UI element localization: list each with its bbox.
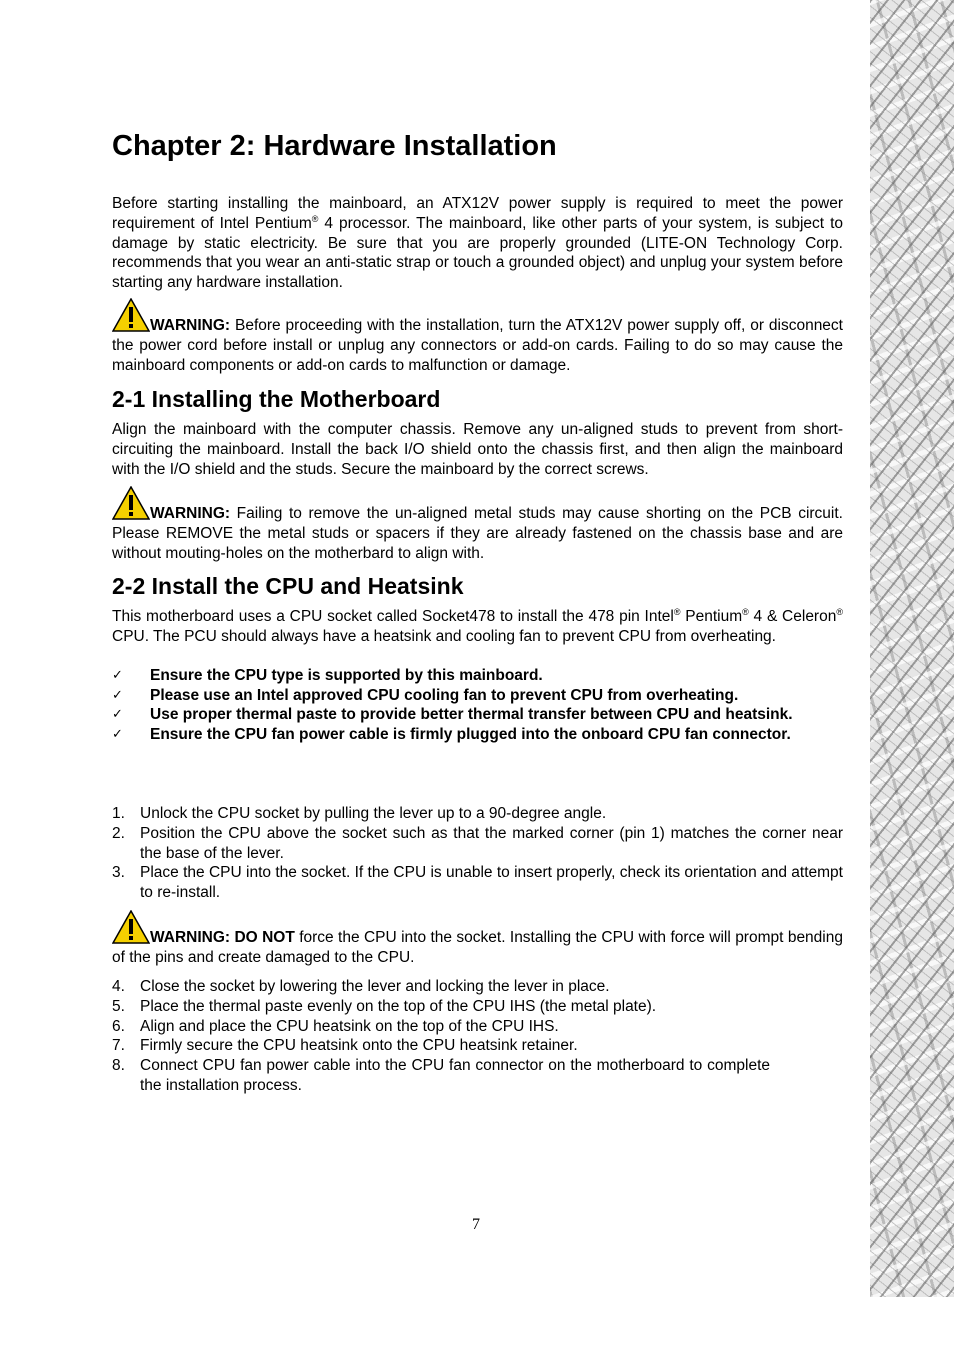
install-steps-4-8 — [112, 977, 843, 1096]
step-item: 1. Unlock the CPU socket by pulling the lever up to a 90-degree angle. — [112, 805, 607, 822]
checklist-item: ✓ Ensure the CPU type is supported by this mainboard. — [112, 667, 543, 684]
section-title-install-motherboard: 2-1 Installing the Motherboard — [112, 386, 441, 412]
page-number: 7 — [472, 1216, 480, 1233]
checkmark-icon: ✓ — [112, 707, 123, 723]
step-item: 6. Align and place the CPU heatsink on the top of the CPU IHS. — [112, 1017, 559, 1035]
checklist-item: ✓ Use proper thermal paste to provide better thermal transfer between CPU and heatsink. — [112, 706, 793, 724]
install-steps-1-3 — [112, 804, 843, 903]
checkmark-icon: ✓ — [112, 727, 123, 743]
warning-power-supply: WARNING: Before proceeding with the installation, turn the ATX12V power supply off, or disconnect the power cord before install or unplug any connectors or add-on cards. Failing to do so may cause the mainboard components or add-on cards to malfunction or damage. — [112, 298, 843, 375]
warning-triangle-icon — [112, 486, 150, 520]
checklist-item: ✓ Please use an Intel approved CPU cooling fan to prevent CPU from overheating. — [112, 686, 739, 704]
chapter-title: Chapter 2: Hardware Installation — [112, 130, 557, 162]
warning-triangle-icon — [112, 298, 150, 332]
checklist-item: ✓ Ensure the CPU fan power cable is firmly plugged into the onboard CPU fan connector. — [112, 726, 791, 744]
motherboard-paragraph: Align the mainboard with the computer chassis. Remove any un-aligned studs to prevent from short-circuiting the mainboard. Install the back I/O shield onto the chassis first, and then align the mainboard with the I/O shield and the studs. Secure the mainboard by the correct screws. — [112, 421, 843, 478]
warning-studs: WARNING: Failing to remove the un-aligned metal studs may cause shorting on the PCB circuit. Please REMOVE the metal studs or spacers if they are already fastened on the chassis base and are without mouting-holes on the motherbard to align with. — [112, 486, 843, 563]
warning-cpu-force: WARNING: DO NOT force the CPU into the socket. Installing the CPU with force will prompt bending of the pins and create damaged to the CPU. — [112, 910, 843, 968]
step-item: 4. Close the socket by lowering the lever and locking the lever in place. — [112, 978, 610, 995]
marble-border-decoration — [870, 0, 954, 1297]
step-item: 3. Place the CPU into the socket. If the CPU is unable to insert properly, check its orientation and attempt to re-install. — [112, 864, 843, 902]
cpu-checklist — [112, 666, 843, 745]
section-title-install-cpu: 2-2 Install the CPU and Heatsink — [112, 573, 464, 599]
checkmark-icon: ✓ — [112, 687, 123, 703]
cpu-intro-paragraph: This motherboard uses a CPU socket called Socket478 to install the 478 pin Intel® Pentium® 4 & Celeron® CPU. The PCU should always have a heatsink and cooling fan to prevent CPU from overheating. — [112, 606, 843, 645]
warning-triangle-icon — [112, 910, 150, 944]
step-item: 7. Firmly secure the CPU heatsink onto the CPU heatsink retainer. — [112, 1037, 578, 1055]
checkmark-icon: ✓ — [112, 668, 123, 683]
step-item: 8. Connect CPU fan power cable into the CPU fan connector on the motherboard to complete the installation process. — [112, 1057, 770, 1094]
step-item: 2. Position the CPU above the socket such as that the marked corner (pin 1) matches the corner near the base of the lever. — [112, 824, 843, 862]
intro-paragraph: Before starting installing the mainboard, an ATX12V power supply is required to meet the power requirement of Intel Pentium® 4 processor. The mainboard, like other parts of your system, is subject to damage by static electricity. Be sure that you are properly grounded (LITE-ON Technology Corp. recommends that you wear an anti-static strap or touch a grounded object) and unplug your system before starting any hardware installation. — [112, 195, 843, 292]
step-item: 5. Place the thermal paste evenly on the top of the CPU IHS (the metal plate). — [112, 997, 657, 1015]
